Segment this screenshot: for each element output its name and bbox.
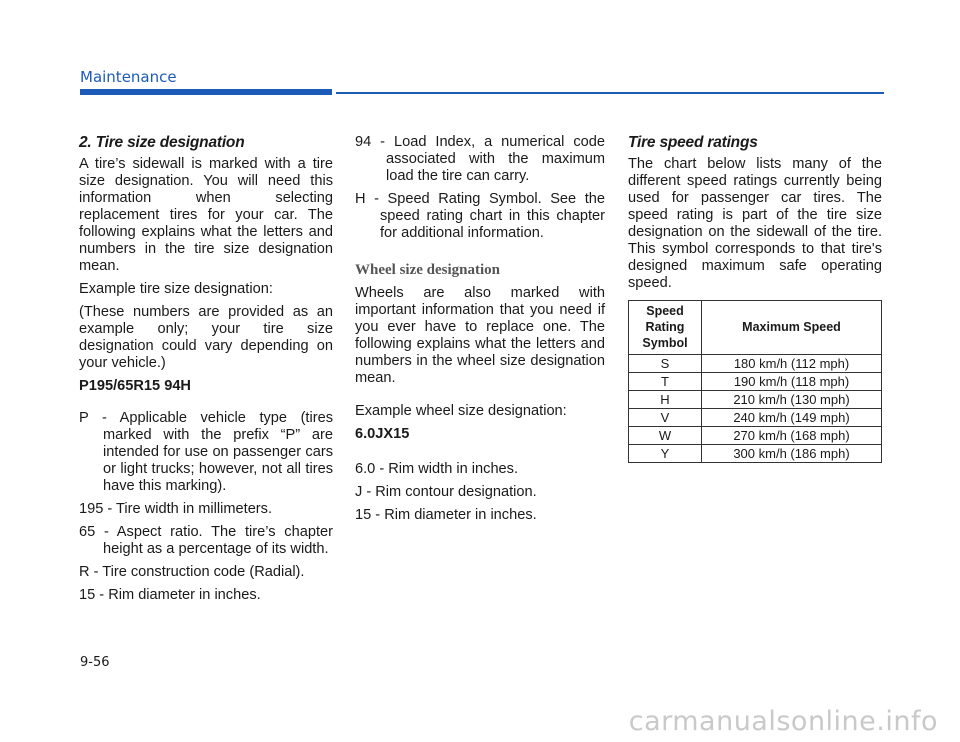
column-tire-size <box>79 134 333 610</box>
list-item: 6.0 - Rim width in inches. <box>355 461 519 477</box>
example-note: (These numbers are provided as an example only; your tire size designation could vary depending on your vehicle.) <box>79 304 333 371</box>
tire-size-heading: 2. Tire size designation <box>79 134 245 151</box>
table-row <box>629 427 882 445</box>
column-speed-ratings <box>628 134 882 463</box>
list-item: 94 - Load Index, a numerical code associated with the maximum load the tire can carry. <box>355 134 605 184</box>
wheel-example-code: 6.0JX15 <box>355 426 410 442</box>
rating-symbol: V <box>629 409 702 427</box>
rating-symbol: W <box>629 427 702 445</box>
wheel-size-intro: Wheels are also marked with important information that you need if you ever have to replace one. The following explains what the letters and numbers in the wheel size designation mean. <box>355 285 605 386</box>
table-row <box>629 391 882 409</box>
list-item: R - Tire construction code (Radial). <box>79 564 305 580</box>
list-item: H - Speed Rating Symbol. See the speed rating chart in this chapter for additional information. <box>355 191 605 241</box>
speed-ratings-heading: Tire speed ratings <box>628 134 758 151</box>
table-row <box>629 409 882 427</box>
rating-speed: 190 km/h (118 mph) <box>702 373 882 391</box>
header-rule-thin <box>336 92 884 94</box>
list-item: J - Rim contour designation. <box>355 484 537 500</box>
list-item: 15 - Rim diameter in inches. <box>355 507 537 523</box>
rating-speed: 300 km/h (186 mph) <box>702 445 882 463</box>
wheel-size-heading: Wheel size designation <box>355 262 500 278</box>
rating-speed: 270 km/h (168 mph) <box>702 427 882 445</box>
column-wheel-size <box>355 134 605 530</box>
list-item: 65 - Aspect ratio. The tire’s chapter height as a percentage of its width. <box>79 524 333 557</box>
rating-symbol: T <box>629 373 702 391</box>
page-number: 9-56 <box>80 655 110 670</box>
list-item: 195 - Tire width in millimeters. <box>79 501 273 517</box>
rating-speed: 240 km/h (149 mph) <box>702 409 882 427</box>
speed-rating-table <box>628 300 882 463</box>
example-code: P195/65R15 94H <box>79 378 191 394</box>
rating-speed: 210 km/h (130 mph) <box>702 391 882 409</box>
watermark: carmanualsonline.info <box>628 706 938 737</box>
rating-symbol: S <box>629 355 702 373</box>
table-header-row <box>629 301 882 355</box>
list-item: P - Applicable vehicle type (tires marked with the prefix “P” are intended for use on passenger cars or light trucks; however, not all tires have this marking). <box>79 410 333 494</box>
section-title: Maintenance <box>80 68 177 86</box>
header-rule-thick <box>80 89 332 95</box>
list-item: 15 - Rim diameter in inches. <box>79 587 261 603</box>
rating-symbol: Y <box>629 445 702 463</box>
rating-speed: 180 km/h (112 mph) <box>702 355 882 373</box>
tire-size-intro: A tire’s sidewall is marked with a tire size designation. You will need this information when selecting replacement tires for your car. The following explains what the letters and numbers in the tire size designation mean. <box>79 156 333 274</box>
wheel-example-label: Example wheel size designation: <box>355 403 567 419</box>
table-row <box>629 355 882 373</box>
table-row <box>629 445 882 463</box>
speed-ratings-intro: The chart below lists many of the different speed ratings currently being used for passenger car tires. The speed rating is part of the tire size designation on the sidewall of the tire. This symbol corresponds to that tire's designed maximum safe operating speed. <box>628 156 882 291</box>
header-max-speed: Maximum Speed <box>702 301 882 355</box>
example-label: Example tire size designation: <box>79 281 273 297</box>
table-row <box>629 373 882 391</box>
header-symbol: Speed Rating Symbol <box>629 301 702 355</box>
rating-symbol: H <box>629 391 702 409</box>
